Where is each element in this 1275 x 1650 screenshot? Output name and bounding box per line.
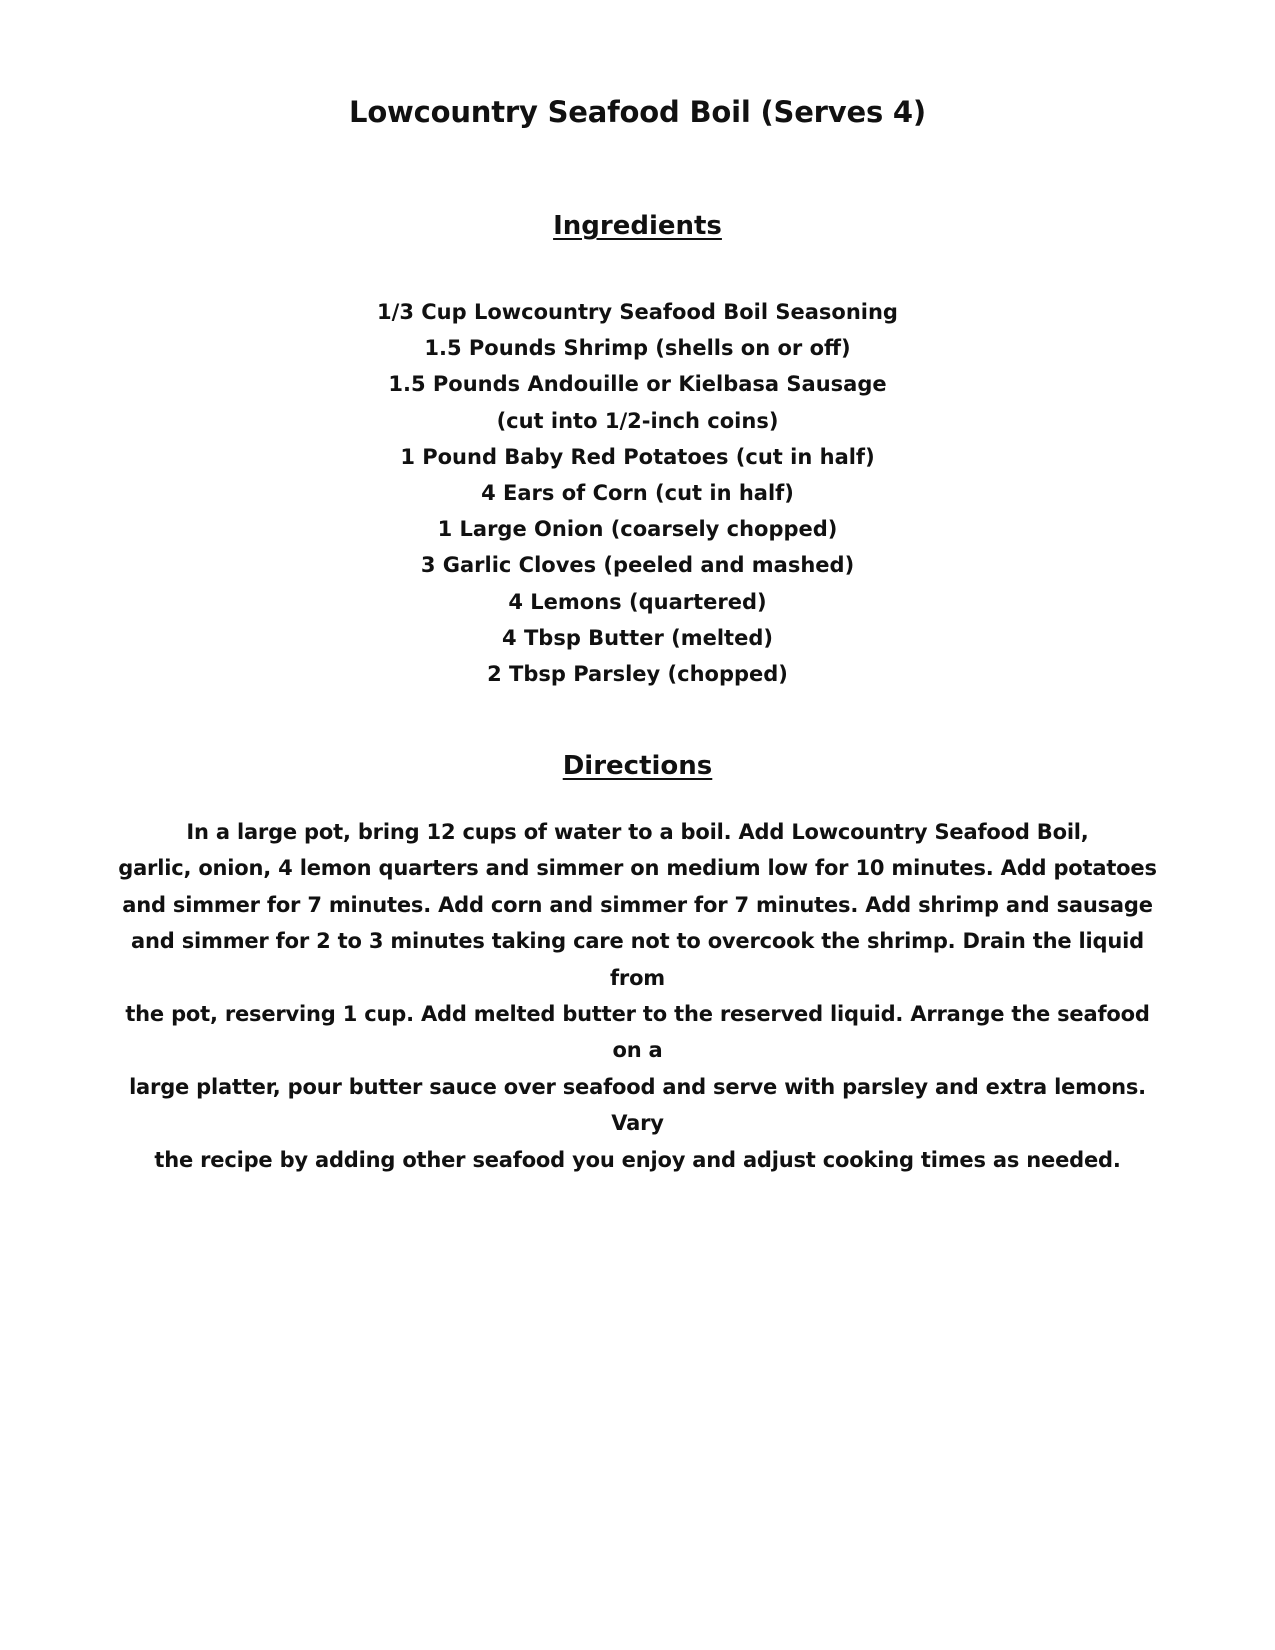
ingredient-item: 2 Tbsp Parsley (chopped) bbox=[487, 662, 788, 687]
directions-heading: Directions bbox=[562, 751, 713, 781]
ingredients-heading: Ingredients bbox=[553, 211, 722, 241]
ingredient-item: 1 Large Onion (coarsely chopped) bbox=[437, 517, 838, 542]
ingredient-item: 1 Pound Baby Red Potatoes (cut in half) bbox=[400, 444, 875, 469]
ingredient-item: 1/3 Cup Lowcountry Seafood Boil Seasoning bbox=[377, 300, 898, 324]
ingredient-item: 4 Lemons (quartered) bbox=[508, 589, 767, 614]
ingredient-item: 4 Ears of Corn (cut in half) bbox=[481, 481, 794, 506]
directions-paragraph: In a large pot, bring 12 cups of water to a boil. Add Lowcountry Seafood Boil, garlic, onion, 4 lemon quarters and simmer on medium low for 10 minutes. Add potatoes and simmer for 7 minutes. Add corn and simmer for 7 minutes. Add shrimp and sausage and simmer for 2 to 3 minutes taking care not to overcook the shrimp. Drain the liquid from the pot, reserving 1 cup. Add melted butter to the reserved liquid. Arrange the seafood on a large platter, pour butter sauce over seafood and serve with parsley and extra lemons. Vary the recipe by adding other seafood you enjoy and adjust cooking times as needed. bbox=[118, 820, 1157, 1172]
recipe-title: Lowcountry Seafood Boil (Serves 4) bbox=[349, 95, 926, 129]
ingredients-list bbox=[0, 294, 1275, 692]
ingredient-item: 3 Garlic Cloves (peeled and mashed) bbox=[420, 553, 855, 578]
ingredient-item: (cut into 1/2-inch coins) bbox=[496, 408, 779, 433]
ingredient-item: 1.5 Pounds Shrimp (shells on or off) bbox=[424, 336, 851, 361]
ingredient-item: 1.5 Pounds Andouille or Kielbasa Sausage bbox=[388, 372, 887, 397]
ingredient-item: 4 Tbsp Butter (melted) bbox=[502, 625, 773, 650]
